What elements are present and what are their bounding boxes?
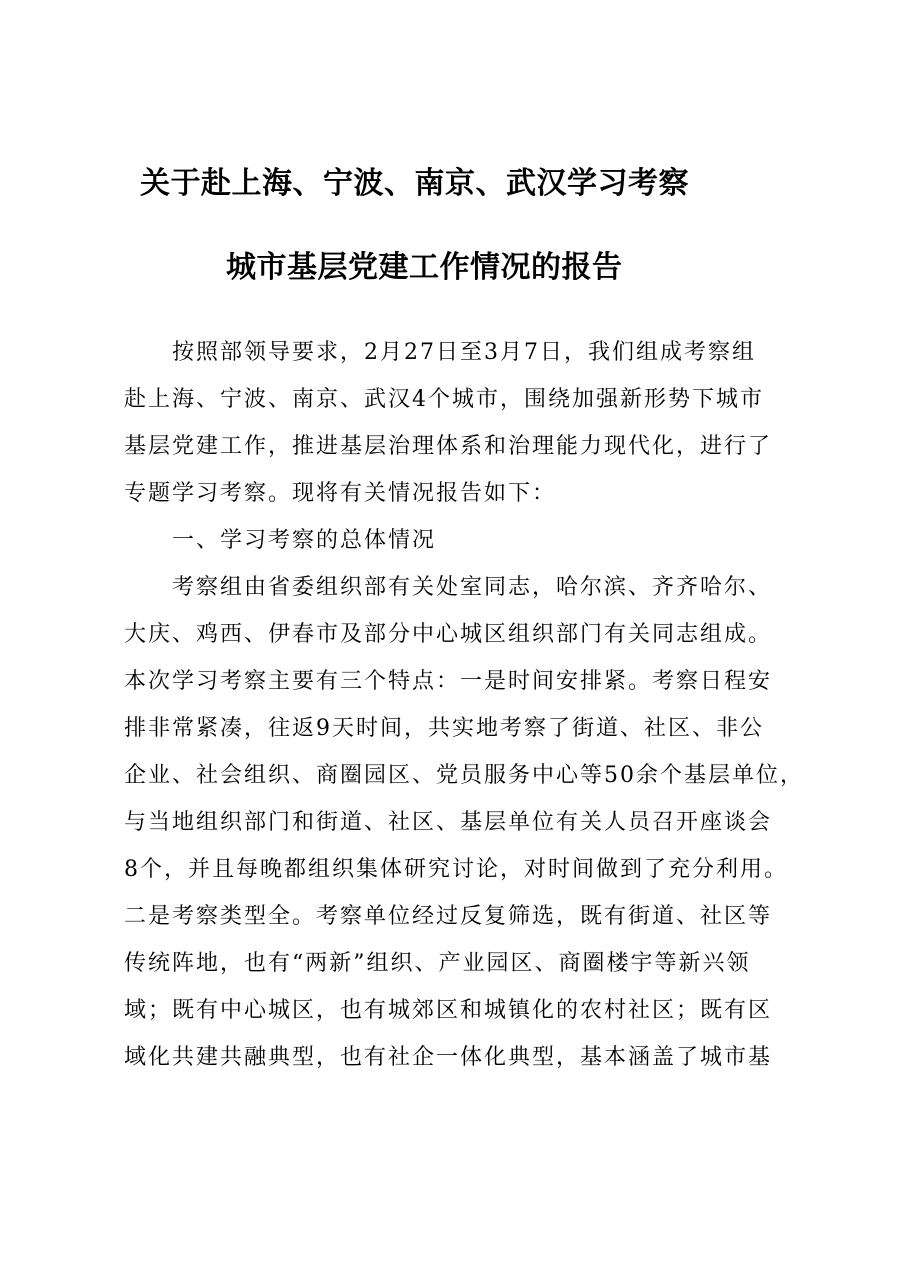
text-line: 考察组由省委组织部有关处室同志，哈尔滨、齐齐哈尔、 — [172, 575, 773, 600]
text-line: 专题学习考察。现将有关情况报告如下： — [124, 481, 557, 506]
text-line: 8个，并且每晚都组织集体研究讨论，对时间做到了充分利用。 — [124, 857, 788, 882]
document-body — [124, 329, 814, 1081]
text-line: 企业、社会组织、商圈园区、党员服务中心等50余个基层单位， — [124, 763, 804, 788]
text-line: 本次学习考察主要有三个特点：一是时间安排紧。考察日程安 — [124, 669, 773, 694]
text-line: 大庆、鸡西、伊春市及部分中心城区组织部门有关同志组成。 — [124, 622, 773, 647]
paragraph-intro — [124, 329, 814, 517]
text-line: 按照部领导要求，2月27日至3月7日，我们组成考察组 — [172, 340, 756, 365]
text-line: 二是考察类型全。考察单位经过反复筛选，既有街道、社区等 — [124, 904, 773, 929]
text-line: 一、学习考察的总体情况 — [172, 528, 437, 553]
text-line: 域化共建共融典型，也有社企一体化典型，基本涵盖了城市基 — [124, 1045, 773, 1070]
text-line: 赴上海、宁波、南京、武汉4个城市，围绕加强新形势下城市 — [124, 387, 764, 412]
text-line: 排非常紧凑，往返9天时间，共实地考察了街道、社区、非公 — [124, 716, 764, 741]
section-heading — [124, 517, 814, 564]
text-line: 域；既有中心城区，也有城郊区和城镇化的农村社区；既有区 — [124, 998, 773, 1023]
text-line: 与当地组织部门和街道、社区、基层单位有关人员召开座谈会 — [124, 810, 773, 835]
document-title-line-2: 城市基层党建工作情况的报告 — [226, 250, 623, 285]
document-title-line-1: 关于赴上海、宁波、南京、武汉学习考察 — [140, 166, 689, 201]
paragraph-overview — [124, 564, 814, 1081]
text-line: 传统阵地，也有“两新”组织、产业园区、商圈楼宇等新兴领 — [124, 951, 751, 976]
text-line: 基层党建工作，推进基层治理体系和治理能力现代化，进行了 — [124, 434, 773, 459]
